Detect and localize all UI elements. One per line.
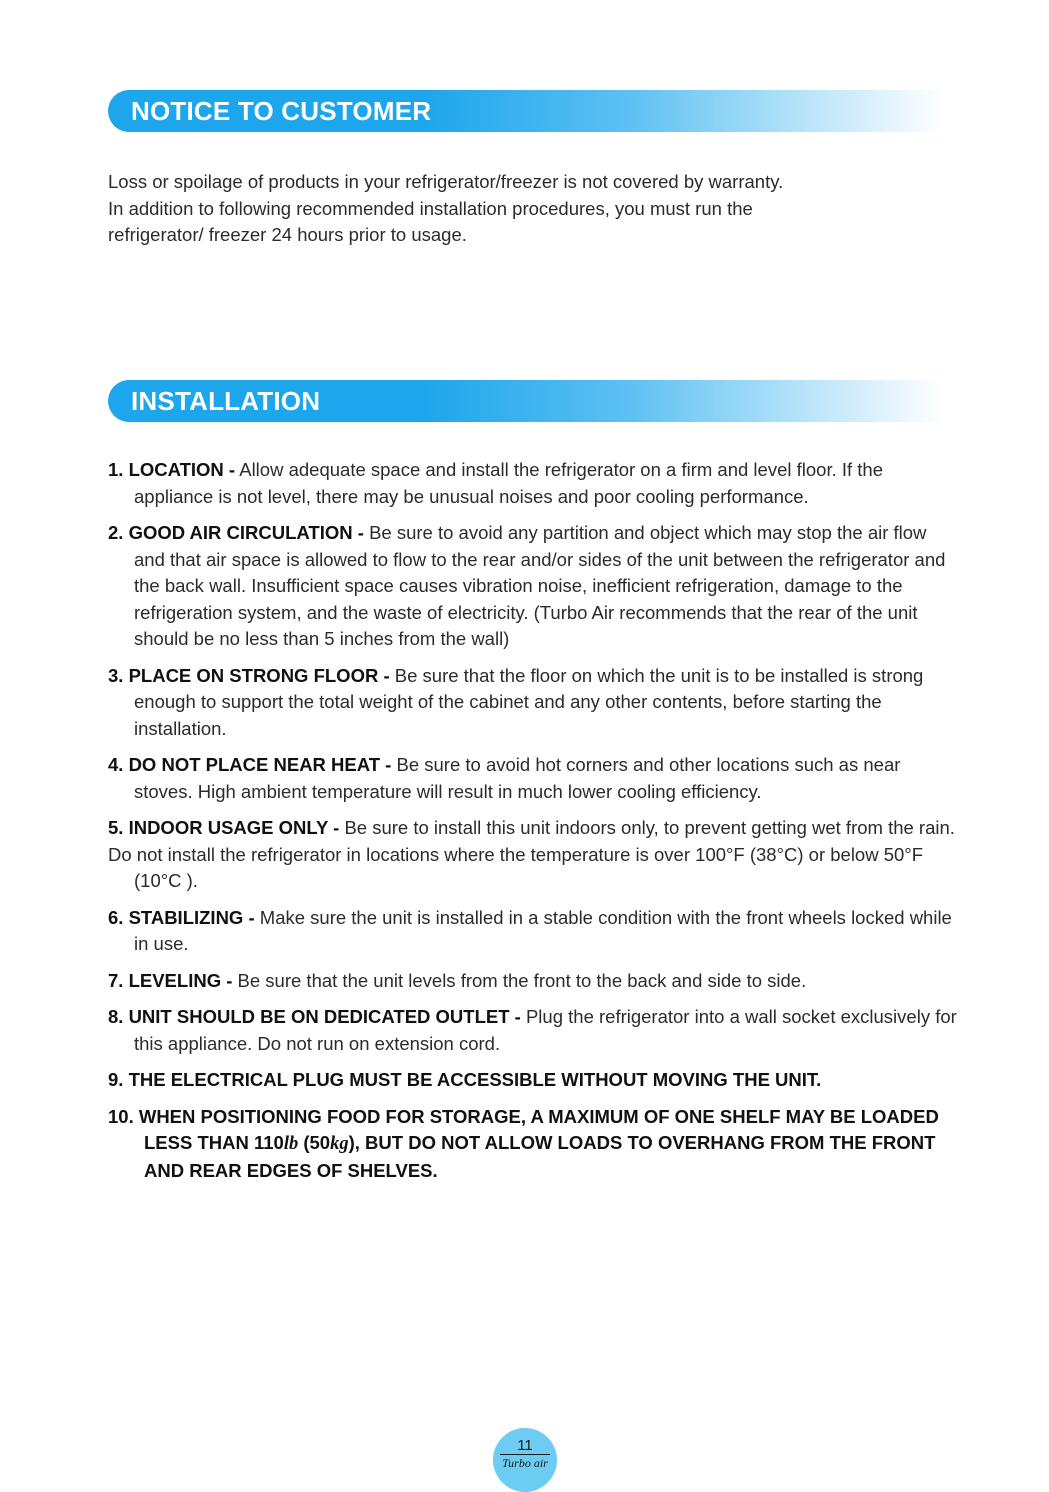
item-lead: 3. PLACE ON STRONG FLOOR - [108,664,390,686]
unit-kg: kg [330,1134,349,1154]
item-caps-text: (50 [298,1132,331,1153]
item-caps-text: ), BUT DO NOT ALLOW LOADS TO OVERHANG FROM THE FRONT AND REAR EDGES OF SHELVES. [144,1132,936,1181]
item-text: Be sure that the floor on which the unit is to be installed is strong enough to support the total weight of the cabinet and any other contents, before starting the installation. [134,664,924,739]
notice-body [108,169,968,249]
installation-item-near-heat [108,752,958,805]
brand-name: Turbo air [502,1456,548,1470]
installation-item-leveling [108,968,958,995]
item-lead: 1. LOCATION - [108,459,236,480]
item-text: Be sure to avoid any partition and object which may stop the air flow and that air space is allowed to flow to the rear and/or sides of the unit between the refrigerator and the back wall. Insufficient space causes vibration noise, inefficient refrigeration, damage to the refrigeration system, and the waste of electricity. (Turbo Air recommends that the rear of the unit should be no less than 5 inches from the wall) [134,522,946,649]
item-lead: 4. DO NOT PLACE NEAR HEAT - [108,754,392,775]
installation-item-shelf-load [108,1104,958,1185]
notice-line: In addition to following recommended installation procedures, you must run the [108,197,753,219]
installation-list [108,457,958,1194]
item-text: Make sure the unit is installed in a stable condition with the front wheels locked while in use. [134,906,952,954]
installation-item-indoor-usage [108,815,958,895]
installation-item-strong-floor [108,663,958,743]
installation-title: INSTALLATION [131,386,321,416]
item-text-secondary: Do not install the refrigerator in locations where the temperature is over 100°F (38°C) or below 50°F (10°C ). [108,843,923,891]
notice-line: Loss or spoilage of products in your refrigerator/freezer is not covered by warranty. [108,171,784,192]
item-lead: 2. GOOD AIR CIRCULATION - [108,522,364,543]
item-text: Plug the refrigerator into a wall socket exclusively for this appliance. Do not run on extension cord. [134,1006,957,1054]
page-number-divider [500,1454,550,1455]
notice-title: NOTICE TO CUSTOMER [131,96,432,126]
item-caps-text: 9. THE ELECTRICAL PLUG MUST BE ACCESSIBLE WITHOUT MOVING THE UNIT. [108,1069,822,1090]
installation-section-header [108,380,944,422]
item-lead: 7. LEVELING - [108,969,233,991]
unit-lb: lb [283,1134,299,1154]
item-text: Be sure to install this unit indoors only, to prevent getting wet from the rain. [344,817,955,838]
notice-section-header [108,90,944,132]
installation-item-accessible-plug [108,1067,958,1094]
item-lead: 6. STABILIZING - [108,906,255,928]
item-text: Be sure that the unit levels from the front to the back and side to side. [237,969,807,991]
item-lead: 8. UNIT SHOULD BE ON DEDICATED OUTLET - [108,1006,521,1027]
item-text: Be sure to avoid hot corners and other locations such as near stoves. High ambient temperature will result in much lower cooling efficiency. [134,754,901,802]
installation-item-stabilizing [108,905,958,958]
item-caps-text: 10. WHEN POSITIONING FOOD FOR STORAGE, A MAXIMUM OF ONE SHELF MAY BE LOADED LESS THAN 110 [108,1105,939,1153]
installation-item-dedicated-outlet [108,1004,958,1057]
installation-item-location [108,457,958,510]
item-text: Allow adequate space and install the refrigerator on a firm and level floor. If the appliance is not level, there may be unusual noises and poor cooling performance. [134,459,883,507]
installation-item-air-circulation [108,520,958,653]
notice-line: refrigerator/ freezer 24 hours prior to usage. [108,224,467,245]
page-number: 11 [517,1437,533,1454]
item-lead: 5. INDOOR USAGE ONLY - [108,817,340,838]
